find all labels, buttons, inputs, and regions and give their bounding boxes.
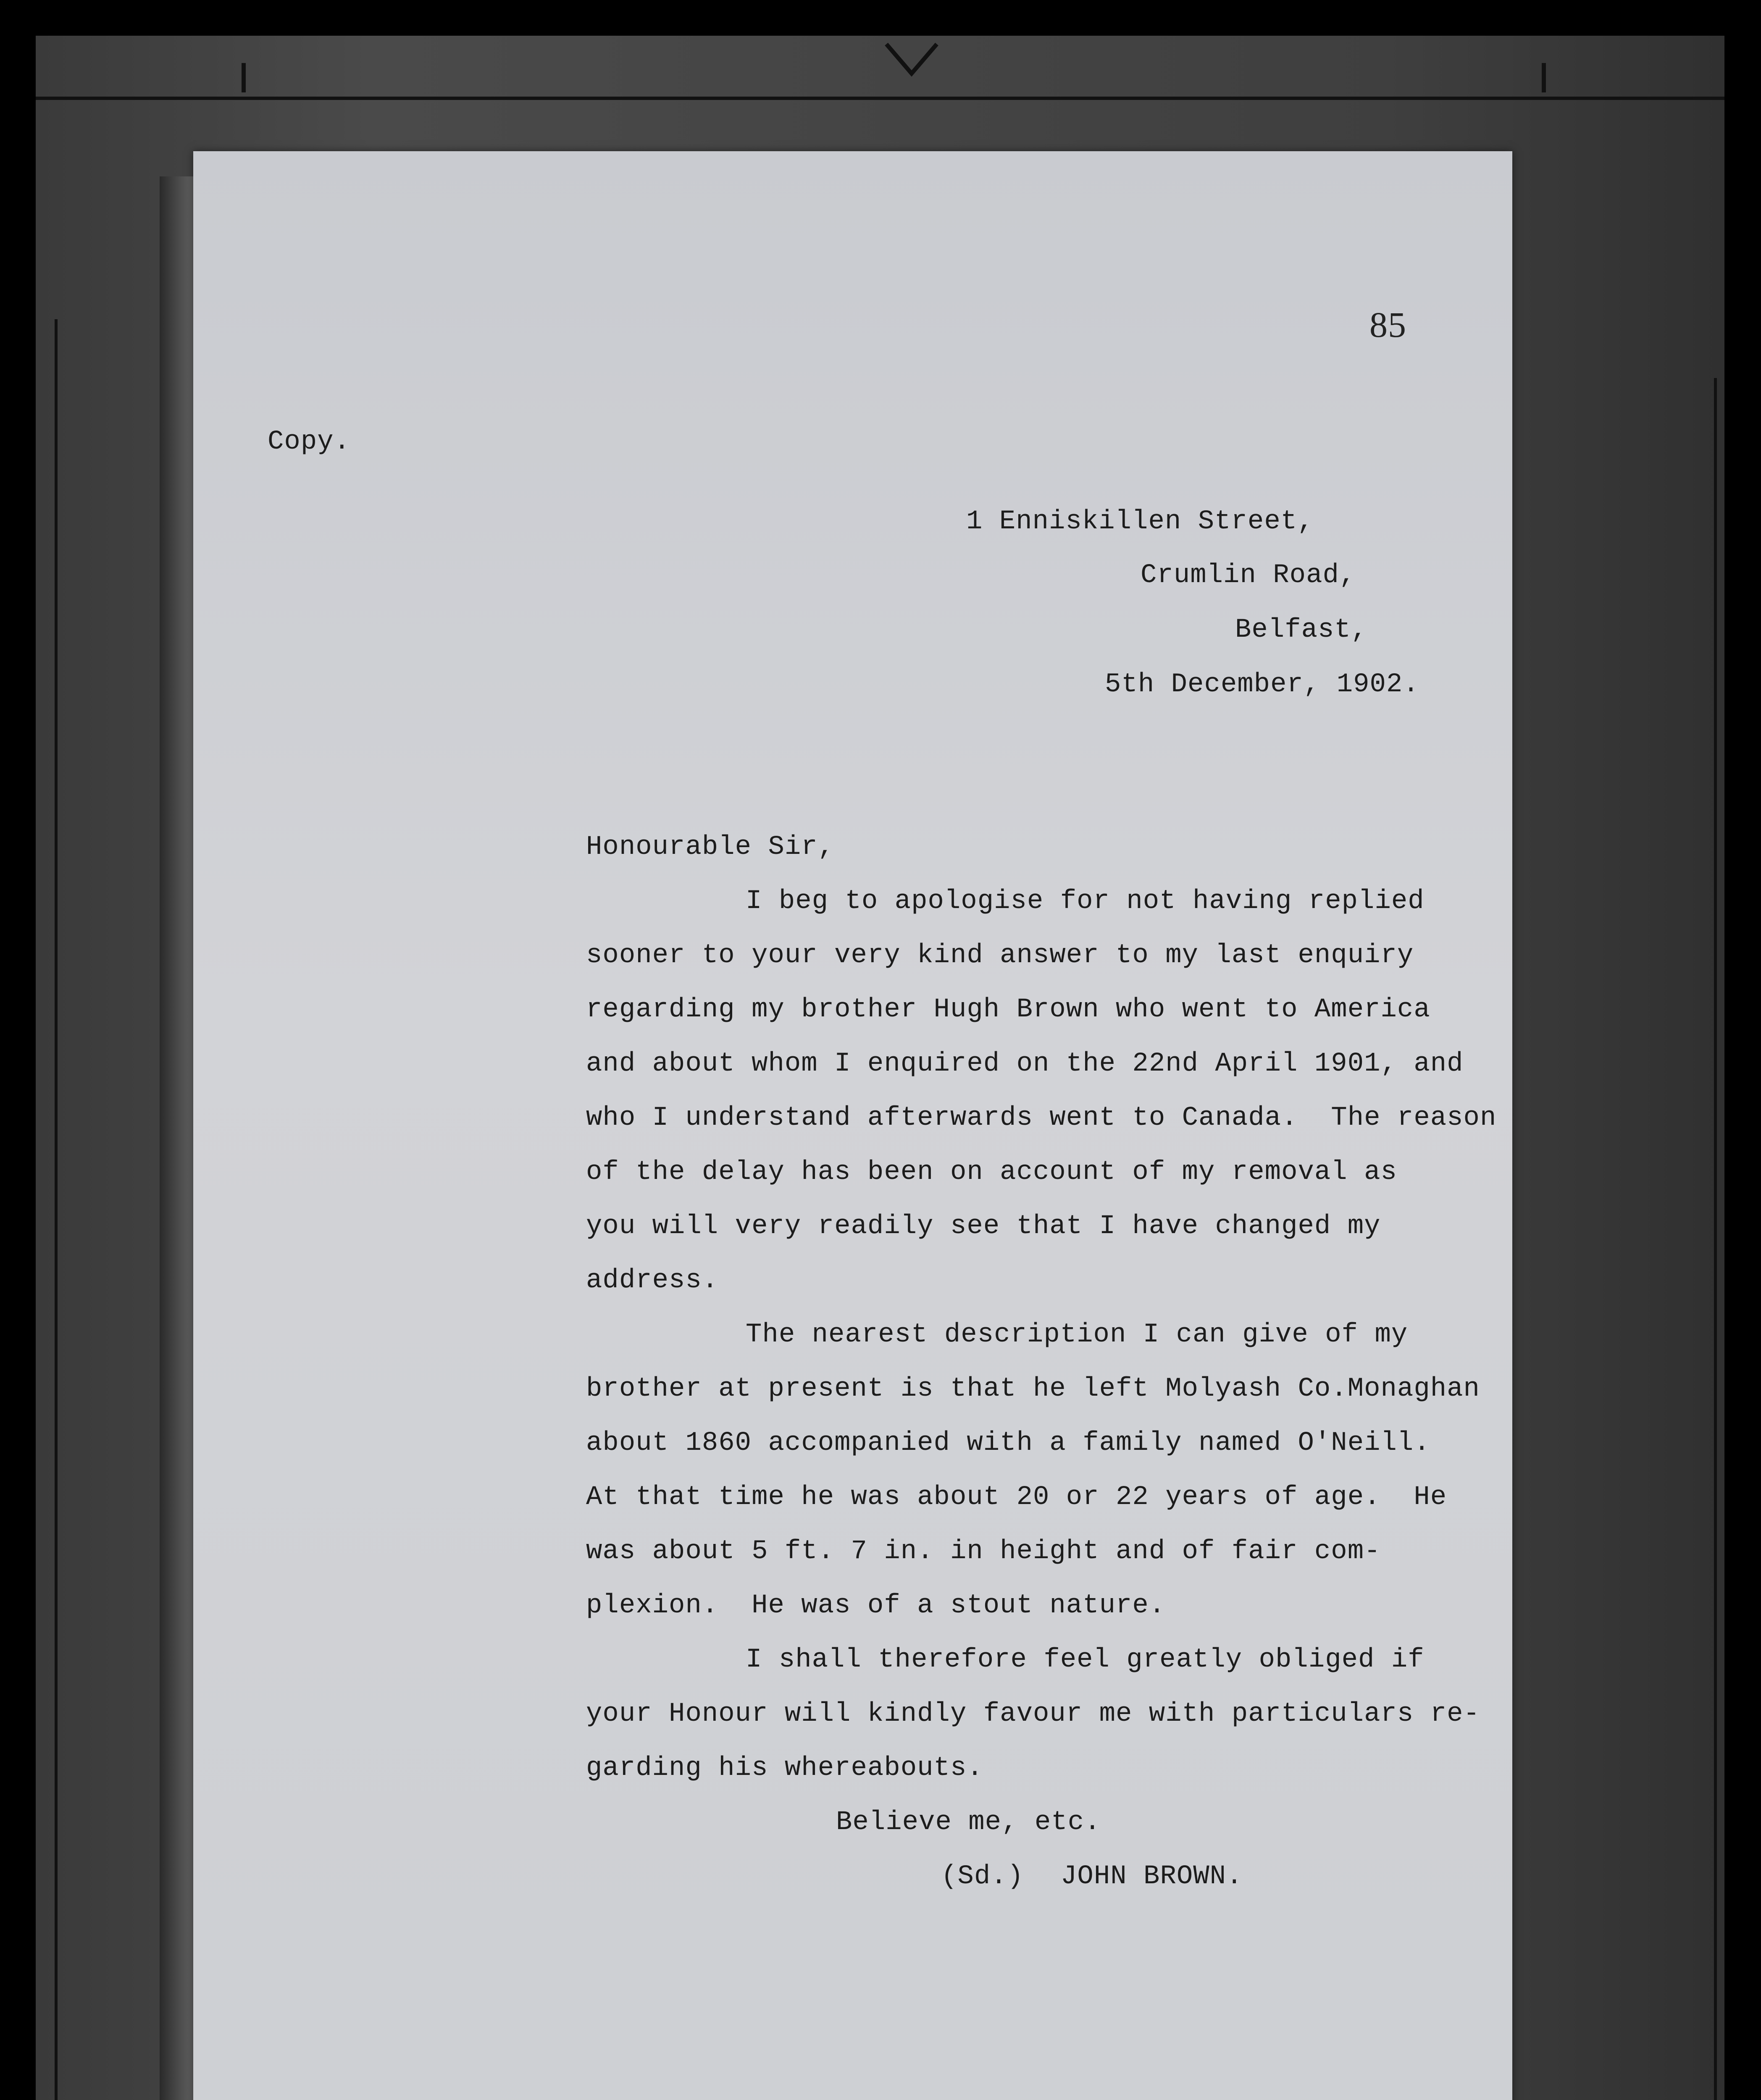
body-line: who I understand afterwards went to Canada. The reason xyxy=(586,1103,1497,1133)
paper-edge xyxy=(160,176,197,2100)
address-line-2: Crumlin Road, xyxy=(1141,560,1356,591)
frame-side-line-left xyxy=(55,319,58,2100)
frame-side-line-right xyxy=(1714,378,1717,2100)
frame-chevron-marker xyxy=(882,36,941,78)
salutation: Honourable Sir, xyxy=(586,832,835,862)
body-line: At that time he was about 20 or 22 years of age. He xyxy=(586,1482,1447,1512)
address-line-3: Belfast, xyxy=(1235,615,1368,645)
body-line: The nearest description I can give of my xyxy=(746,1320,1408,1350)
closing: Believe me, etc. xyxy=(836,1807,1101,1838)
copy-label: Copy. xyxy=(268,427,351,457)
body-line: about 1860 accompanied with a family named O'Neill. xyxy=(586,1428,1430,1458)
frame-top-rule xyxy=(36,97,1724,100)
page-number: 85 xyxy=(1369,304,1406,345)
body-line: and about whom I enquired on the 22nd April 1901, and xyxy=(586,1049,1464,1079)
body-line: I beg to apologise for not having replied xyxy=(746,886,1425,916)
body-line: plexion. He was of a stout nature. xyxy=(586,1591,1166,1621)
body-line: of the delay has been on account of my removal as xyxy=(586,1157,1397,1187)
body-line: regarding my brother Hugh Brown who went to America xyxy=(586,995,1430,1025)
address-line-1: 1 Enniskillen Street, xyxy=(966,507,1314,537)
body-line: you will very readily see that I have changed my xyxy=(586,1211,1381,1242)
signature-name: JOHN BROWN. xyxy=(1061,1861,1243,1892)
frame-tick-right xyxy=(1542,63,1546,92)
body-line: your Honour will kindly favour me with particulars re- xyxy=(586,1699,1480,1729)
body-line: sooner to your very kind answer to my last enquiry xyxy=(586,940,1414,971)
body-line: brother at present is that he left Molyash Co.Monaghan xyxy=(586,1374,1480,1404)
letter-date: 5th December, 1902. xyxy=(1105,669,1419,700)
signature-prefix: (Sd.) xyxy=(941,1861,1024,1892)
frame-tick-left xyxy=(242,63,246,92)
body-line: was about 5 ft. 7 in. in height and of fair com- xyxy=(586,1536,1381,1567)
body-line: I shall therefore feel greatly obliged if xyxy=(746,1645,1425,1675)
body-line: address. xyxy=(586,1265,719,1296)
body-line: garding his whereabouts. xyxy=(586,1753,983,1783)
